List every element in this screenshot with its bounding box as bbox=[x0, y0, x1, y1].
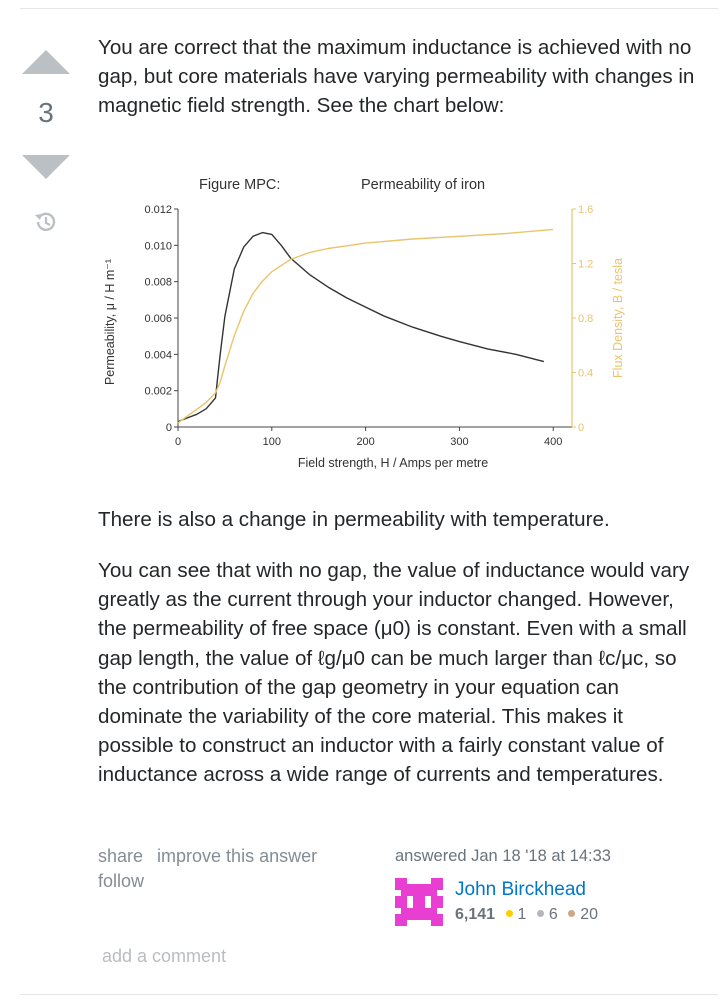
y2-tick-label: 0.4 bbox=[578, 367, 594, 380]
y-tick-label: 0.006 bbox=[144, 313, 172, 325]
y-tick-label: 0.008 bbox=[144, 276, 172, 289]
silver-badge-icon bbox=[537, 910, 544, 917]
y-tick-label: 0 bbox=[165, 422, 172, 434]
gold-badges bbox=[506, 906, 527, 923]
x-axis-label: Field strength, H / Amps per metre bbox=[297, 456, 489, 470]
arrow-down-icon[interactable] bbox=[22, 155, 70, 179]
chart-figure-label: Figure MPC: bbox=[199, 177, 281, 193]
y2-tick-label: 0.8 bbox=[578, 313, 594, 325]
permeability-series-line bbox=[178, 233, 544, 422]
identicon-avatar[interactable] bbox=[395, 878, 443, 926]
follow-link[interactable]: follow bbox=[98, 871, 145, 891]
gold-badge-count: 1 bbox=[517, 906, 527, 923]
user-name-link[interactable]: John Birckhead bbox=[455, 879, 586, 900]
gold-badge-icon bbox=[506, 910, 513, 917]
y2-tick-label: 0 bbox=[578, 422, 585, 434]
bronze-badge-icon bbox=[568, 910, 575, 917]
top-divider bbox=[20, 8, 718, 9]
bronze-badges bbox=[568, 906, 598, 923]
user-signature bbox=[395, 847, 655, 923]
y2-tick-label: 1.2 bbox=[578, 258, 594, 271]
permeability-chart bbox=[98, 165, 644, 483]
y-axis-label: Permeability, μ / H m⁻¹ bbox=[103, 258, 117, 386]
arrow-up-icon[interactable] bbox=[22, 50, 70, 74]
post-menu bbox=[98, 844, 358, 894]
y-tick-label: 0.010 bbox=[144, 240, 172, 253]
share-link[interactable]: share bbox=[98, 846, 144, 866]
y-tick-label: 0.002 bbox=[144, 385, 172, 398]
chart-series bbox=[178, 229, 553, 423]
bottom-divider bbox=[20, 994, 718, 995]
answer-paragraph-2: There is also a change in permeability with temperature. bbox=[98, 508, 610, 531]
reputation-score: 6,141 bbox=[455, 906, 496, 923]
x-tick-label: 100 bbox=[262, 436, 281, 448]
x-tick-label: 300 bbox=[450, 436, 469, 448]
improve-answer-link[interactable]: improve this answer bbox=[157, 846, 318, 866]
bronze-badge-count: 20 bbox=[580, 906, 599, 923]
y2-axis-label: Flux Density, B / tesla bbox=[611, 258, 625, 378]
chart-title: Permeability of iron bbox=[361, 177, 486, 193]
silver-badge-count: 6 bbox=[548, 906, 558, 923]
y-tick-label: 0.004 bbox=[144, 349, 172, 362]
x-tick-label: 200 bbox=[356, 436, 375, 448]
history-icon[interactable] bbox=[31, 208, 59, 236]
answered-timestamp: answered Jan 18 '18 at 14:33 bbox=[395, 847, 611, 865]
user-reputation bbox=[455, 906, 604, 924]
answer-paragraph-1: You are correct that the maximum inductance is achieved with no gap, but core materials have varying permeability with changes in magnetic field strength. See the chart below: bbox=[98, 36, 695, 118]
y-tick-label: 0.012 bbox=[144, 204, 172, 216]
vote-count: 3 bbox=[38, 97, 54, 128]
x-tick-label: 400 bbox=[544, 436, 563, 448]
add-comment-link[interactable]: add a comment bbox=[102, 946, 227, 966]
answer-paragraph-3: You can see that with no gap, the value of inductance would vary greatly as the current through your inductor changed. However, the permeability of free space (μ0) is constant. Even with a small gap length, the value of ℓg/μ0 can be much larger than ℓc/μc, so the contribution of the gap geometry in your equation can dominate the variability of the core material. This makes it possible to construct an inductor with a fairly constant value of inductance across a wide range of currents and temperatures. bbox=[98, 559, 690, 787]
y2-tick-label: 1.6 bbox=[578, 204, 594, 216]
flux-density-series-line bbox=[178, 229, 553, 423]
x-tick-label: 0 bbox=[174, 436, 182, 448]
silver-badges bbox=[537, 906, 558, 923]
